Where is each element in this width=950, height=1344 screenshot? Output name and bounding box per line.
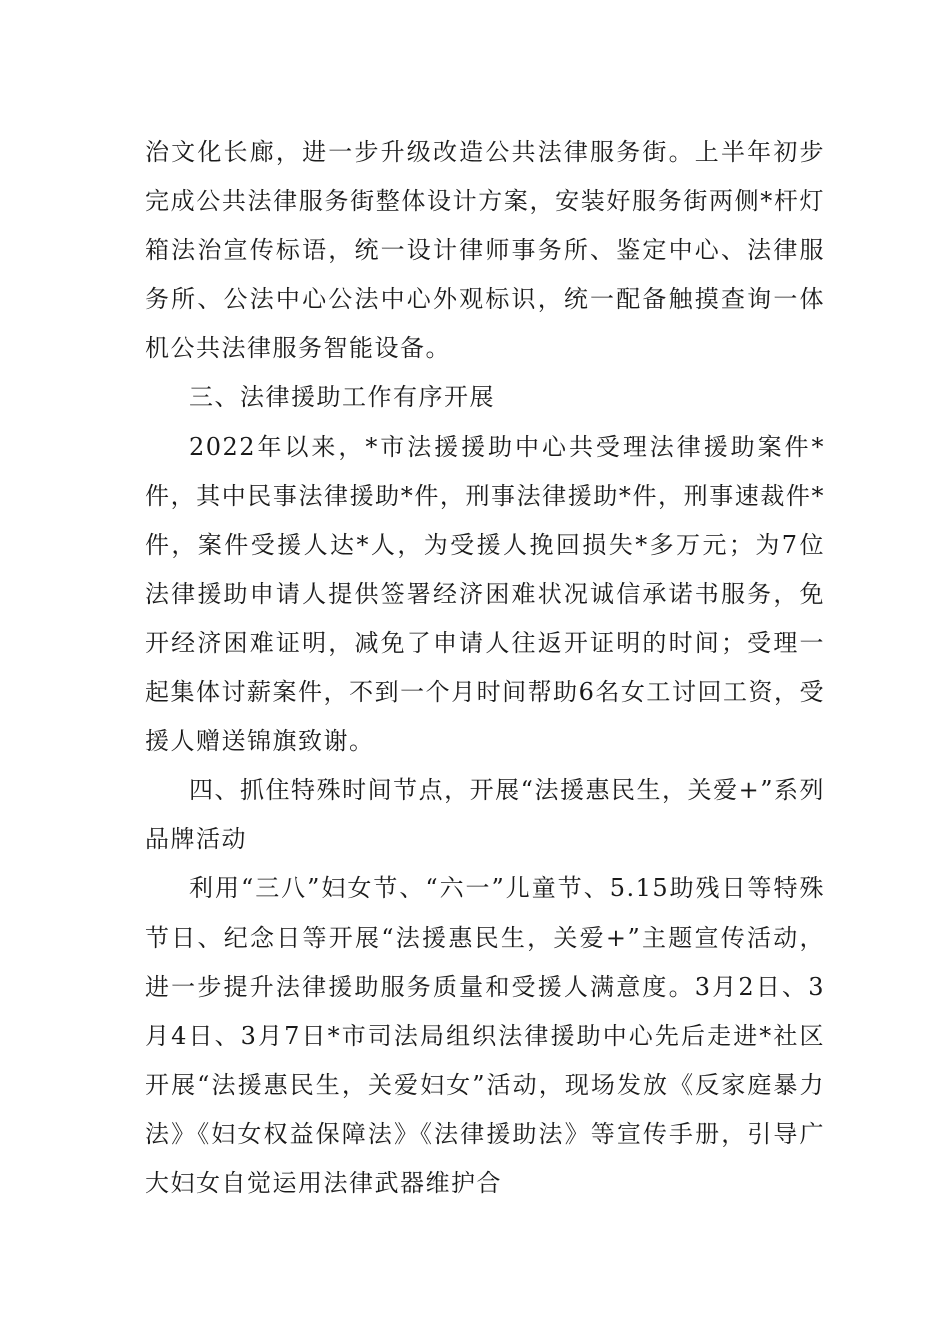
paragraph-public-legal-service-street: 治文化长廊，进一步升级改造公共法律服务街。上半年初步完成公共法律服务街整体设计方案，安装好服务街两侧*杆灯箱法治宣传标语，统一设计律师事务所、鉴定中心、法律服务所、公法中心公法中心外观标识，统一配备触摸查询一体机公共法律服务智能设备。 — [145, 138, 825, 363]
section-heading-legal-aid: 三、法律援助工作有序开展 — [189, 383, 495, 412]
document-body — [145, 128, 825, 1208]
paragraph-special-holidays: 利用“三八”妇女节、“六一”儿童节、5.15助残日等特殊节日、纪念日等开展“法援惠民生，关爱+”主题宣传活动，进一步提升法律援助服务质量和受援人满意度。3月2日、3月4日、3月7日*市司法局组织法律援助中心先后走进*社区开展“法援惠民生，关爱妇女”活动，现场发放《反家庭暴力法》《妇女权益保障法》《法律援助法》等宣传手册，引导广大妇女自觉运用法律武器维护合 — [145, 874, 825, 1197]
section-heading-brand-activities: 四、抓住特殊时间节点，开展“法援惠民生，关爱+”系列品牌活动 — [145, 776, 825, 854]
paragraph-legal-aid-cases: 2022年以来，*市法援援助中心共受理法律援助案件*件，其中民事法律援助*件，刑事法律援助*件，刑事速裁件*件，案件受援人达*人，为受援人挽回损失*多万元；为7位法律援助申请人提供签署经济困难状况诚信承诺书服务，免开经济困难证明，减免了申请人往返开证明的时间；受理一起集体讨薪案件，不到一个月时间帮助6名女工讨回工资，受援人赠送锦旗致谢。 — [145, 432, 825, 756]
